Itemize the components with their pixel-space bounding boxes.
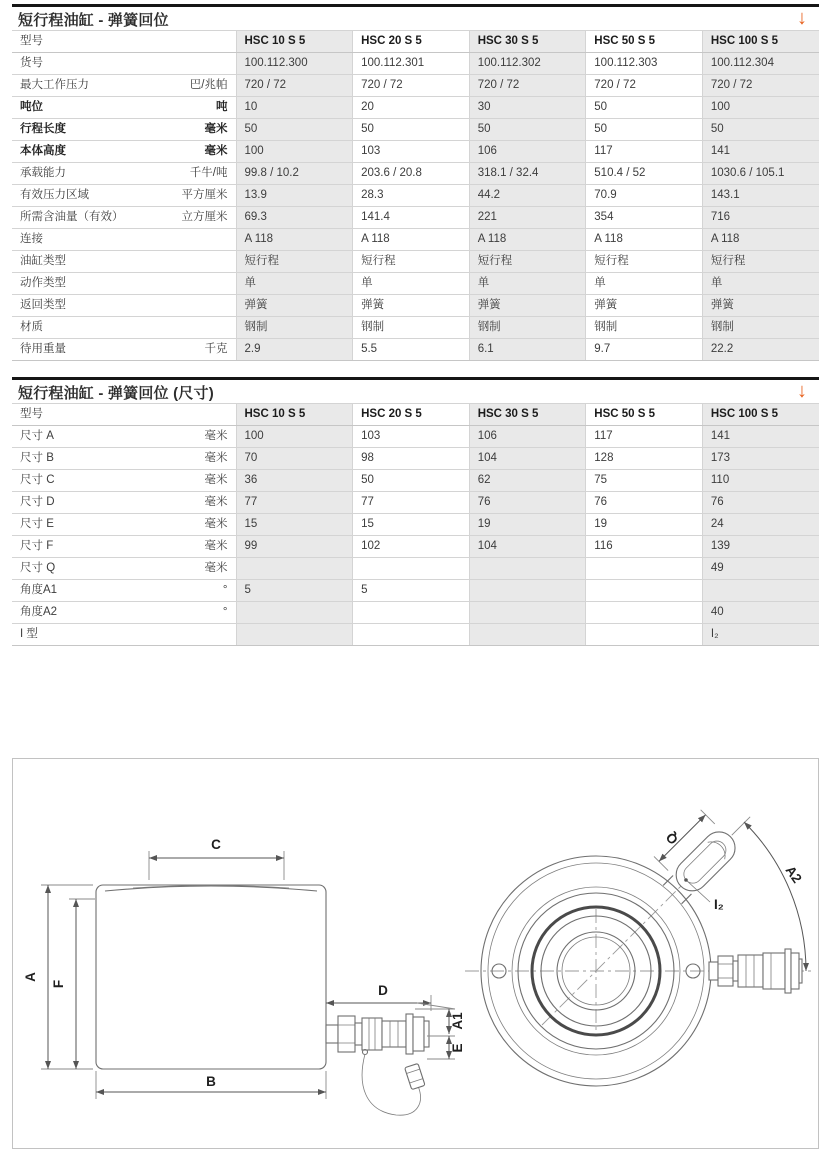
table-row	[12, 470, 819, 492]
row-label-cell	[12, 119, 236, 141]
spec-cell: 203.6 / 20.8	[353, 163, 470, 185]
table-row	[12, 295, 819, 317]
spec-cell: 143.1	[702, 185, 819, 207]
row-label-cell	[12, 251, 236, 273]
spec-cell: 100.112.302	[469, 53, 586, 75]
spec-cell: 15	[353, 514, 470, 536]
row-label-cell	[12, 426, 236, 448]
row-label-cell	[12, 448, 236, 470]
spec-cell: 13.9	[236, 185, 353, 207]
dimensions-table	[12, 403, 819, 646]
row-label-cell	[12, 229, 236, 251]
spec-cell: 221	[469, 207, 586, 229]
spec-cell	[353, 624, 470, 646]
spec-cell	[586, 580, 703, 602]
spec-cell: 短行程	[469, 251, 586, 273]
dim-label-d: D	[378, 983, 388, 998]
row-label: 尺寸 Q	[20, 562, 56, 574]
header-row	[12, 31, 819, 53]
row-label: 最大工作压力	[20, 79, 89, 91]
spec-cell: 钢制	[702, 317, 819, 339]
table2-title-bar	[12, 377, 819, 403]
carry-handle	[640, 785, 761, 906]
spec-cell: 单	[236, 273, 353, 295]
row-unit: 立方厘米	[181, 211, 228, 223]
spec-cell: I₂	[702, 624, 819, 646]
spec-cell: 50	[353, 470, 470, 492]
row-label-cell	[12, 492, 236, 514]
spec-cell: 50	[586, 97, 703, 119]
spec-cell: 141	[702, 426, 819, 448]
row-label: 尺寸 D	[20, 496, 55, 508]
spec-cell: 钢制	[469, 317, 586, 339]
cylinder-dimension-drawing	[13, 759, 818, 1148]
table-row	[12, 97, 819, 119]
spec-cell: 128	[586, 448, 703, 470]
spec-cell: 99	[236, 536, 353, 558]
row-unit: 毫米	[204, 145, 228, 157]
spec-cell: 弹簧	[353, 295, 470, 317]
row-unit: 吨	[216, 101, 228, 113]
row-unit: 千牛/吨	[189, 167, 228, 179]
row-unit: 毫米	[204, 452, 228, 464]
dim-label-i2: I₂	[714, 897, 724, 912]
table-row	[12, 624, 819, 646]
row-label: 角度A1	[20, 584, 58, 596]
row-label: 动作类型	[20, 277, 66, 289]
spec-cell: 141.4	[353, 207, 470, 229]
side-view	[23, 837, 465, 1115]
spec-cell: 弹簧	[236, 295, 353, 317]
spec-cell: 36	[236, 470, 353, 492]
row-unit: 毫米	[204, 518, 228, 530]
row-unit: 千克	[204, 343, 228, 355]
table-row	[12, 141, 819, 163]
side-coupler	[326, 1014, 429, 1054]
row-label: 油缸类型	[20, 255, 66, 267]
spec-cell: 钢制	[586, 317, 703, 339]
row-unit: 巴/兆帕	[189, 79, 228, 91]
row-unit	[220, 255, 228, 268]
dim-label-q: Q	[662, 829, 682, 848]
row-unit: 毫米	[204, 123, 228, 135]
column-header: HSC 50 S 5	[586, 404, 703, 426]
spec-cell: 22.2	[702, 339, 819, 361]
spec-cell: 103	[353, 426, 470, 448]
spec-cell: 50	[702, 119, 819, 141]
spec-cell: 短行程	[353, 251, 470, 273]
row-unit	[220, 321, 228, 334]
column-header: HSC 20 S 5	[353, 404, 470, 426]
spec-cell: 2.9	[236, 339, 353, 361]
spec-cell: 354	[586, 207, 703, 229]
row-label-cell	[12, 207, 236, 229]
header-row	[12, 404, 819, 426]
row-label-cell	[12, 602, 236, 624]
spec-cell: 50	[236, 119, 353, 141]
table-row	[12, 492, 819, 514]
model-header: 型号	[12, 404, 236, 426]
spec-cell: 116	[586, 536, 703, 558]
spec-cell	[236, 624, 353, 646]
spec-cell: 720 / 72	[586, 75, 703, 97]
spec-cell: 1030.6 / 105.1	[702, 163, 819, 185]
spec-cell: 110	[702, 470, 819, 492]
spec-cell: 720 / 72	[236, 75, 353, 97]
spec-cell: 100.112.303	[586, 53, 703, 75]
spec-cell: 117	[586, 141, 703, 163]
table-row	[12, 251, 819, 273]
top-view	[465, 785, 813, 1086]
spec-cell: 98	[353, 448, 470, 470]
spec-cell: 318.1 / 32.4	[469, 163, 586, 185]
row-unit: 毫米	[204, 430, 228, 442]
spec-cell	[236, 558, 353, 580]
spec-cell: 50	[353, 119, 470, 141]
table-row	[12, 273, 819, 295]
spec-cell: 720 / 72	[353, 75, 470, 97]
spec-cell	[353, 602, 470, 624]
spacer	[12, 646, 819, 758]
spacer	[12, 361, 819, 377]
spec-cell: A 118	[353, 229, 470, 251]
dim-label-e: E	[450, 1043, 465, 1053]
spec-cell: 720 / 72	[702, 75, 819, 97]
row-unit: 毫米	[204, 562, 228, 574]
spec-cell: 50	[586, 119, 703, 141]
table-row	[12, 163, 819, 185]
row-label: 尺寸 B	[20, 452, 54, 464]
column-header: HSC 100 S 5	[702, 404, 819, 426]
spec-cell: 弹簧	[469, 295, 586, 317]
row-label: 材质	[20, 321, 43, 333]
spec-cell: 19	[586, 514, 703, 536]
row-label: 返回类型	[20, 299, 66, 311]
row-label: I 型	[20, 628, 38, 640]
table-row	[12, 558, 819, 580]
row-label-cell	[12, 163, 236, 185]
dimensions-table-block	[12, 377, 819, 646]
row-unit	[220, 277, 228, 290]
spec-cell: 100	[702, 97, 819, 119]
spec-cell: 短行程	[236, 251, 353, 273]
spec-cell: 117	[586, 426, 703, 448]
spec-cell: 720 / 72	[469, 75, 586, 97]
dim-label-c: C	[211, 837, 221, 852]
spec-cell: 单	[702, 273, 819, 295]
spec-table-block	[12, 4, 819, 361]
column-header: HSC 10 S 5	[236, 404, 353, 426]
spec-cell: 5	[236, 580, 353, 602]
spec-table	[12, 30, 819, 361]
spec-cell: 77	[353, 492, 470, 514]
row-unit: °	[222, 584, 228, 596]
row-label: 连接	[20, 233, 43, 245]
row-label: 所需含油量（有效）	[20, 211, 124, 223]
spec-cell: 69.3	[236, 207, 353, 229]
spec-cell: 716	[702, 207, 819, 229]
row-label: 承载能力	[20, 167, 66, 179]
spec-cell	[469, 602, 586, 624]
spec-cell: 173	[702, 448, 819, 470]
row-unit	[220, 57, 228, 70]
spec-cell: 钢制	[353, 317, 470, 339]
row-unit	[220, 628, 228, 641]
spec-cell: 70.9	[586, 185, 703, 207]
spec-cell: 短行程	[702, 251, 819, 273]
spec-cell: 103	[353, 141, 470, 163]
download-arrow-icon[interactable]: ↓	[797, 380, 807, 402]
row-label-cell	[12, 339, 236, 361]
table-row	[12, 339, 819, 361]
spec-cell: 9.7	[586, 339, 703, 361]
spec-cell: 19	[469, 514, 586, 536]
spec-cell: A 118	[469, 229, 586, 251]
row-label-cell	[12, 141, 236, 163]
spec-cell: 70	[236, 448, 353, 470]
column-header: HSC 10 S 5	[236, 31, 353, 53]
row-label-cell	[12, 558, 236, 580]
column-header: HSC 30 S 5	[469, 31, 586, 53]
spec-cell	[586, 558, 703, 580]
spec-cell: 100.112.301	[353, 53, 470, 75]
spec-cell: 510.4 / 52	[586, 163, 703, 185]
table-row	[12, 580, 819, 602]
spec-cell: A 118	[586, 229, 703, 251]
spec-cell: 76	[469, 492, 586, 514]
table2-title: 短行程油缸 - 弹簧回位 (尺寸)	[18, 384, 214, 402]
column-header: HSC 20 S 5	[353, 31, 470, 53]
spec-cell: 40	[702, 602, 819, 624]
spec-cell: 50	[469, 119, 586, 141]
table-row	[12, 448, 819, 470]
spec-cell: 139	[702, 536, 819, 558]
spec-cell: 弹簧	[702, 295, 819, 317]
table-row	[12, 185, 819, 207]
spec-cell	[236, 602, 353, 624]
row-label-cell	[12, 185, 236, 207]
table-row	[12, 426, 819, 448]
spec-cell: 15	[236, 514, 353, 536]
top-coupler	[709, 949, 802, 993]
table-row	[12, 53, 819, 75]
spec-cell: 102	[353, 536, 470, 558]
row-label-cell	[12, 317, 236, 339]
row-label-cell	[12, 624, 236, 646]
column-header: HSC 30 S 5	[469, 404, 586, 426]
table1-title-bar	[12, 4, 819, 30]
spec-cell: 104	[469, 448, 586, 470]
table-row	[12, 229, 819, 251]
spec-cell: 单	[586, 273, 703, 295]
technical-drawing-panel	[12, 758, 819, 1149]
dim-label-a1: A1	[450, 1012, 465, 1030]
spec-cell: 6.1	[469, 339, 586, 361]
table1-title: 短行程油缸 - 弹簧回位	[18, 11, 169, 29]
spec-cell: 76	[702, 492, 819, 514]
spec-cell: 24	[702, 514, 819, 536]
table-row	[12, 75, 819, 97]
row-label: 行程长度	[20, 123, 66, 135]
row-unit: 毫米	[204, 474, 228, 486]
table-row	[12, 514, 819, 536]
spec-cell: 141	[702, 141, 819, 163]
row-label: 尺寸 E	[20, 518, 54, 530]
spec-cell: 5.5	[353, 339, 470, 361]
table-row	[12, 317, 819, 339]
spec-cell: 104	[469, 536, 586, 558]
spec-cell: 62	[469, 470, 586, 492]
spec-cell: 钢制	[236, 317, 353, 339]
spec-cell: 75	[586, 470, 703, 492]
column-header: HSC 100 S 5	[702, 31, 819, 53]
table-row	[12, 119, 819, 141]
spec-cell: 单	[353, 273, 470, 295]
spec-cell: A 118	[236, 229, 353, 251]
row-label: 角度A2	[20, 606, 58, 618]
model-header: 型号	[12, 31, 236, 53]
spec-cell	[702, 580, 819, 602]
spec-cell: 106	[469, 141, 586, 163]
row-unit	[220, 233, 228, 246]
row-unit: °	[222, 606, 228, 618]
dim-label-a2: A2	[782, 863, 805, 886]
spec-cell	[469, 580, 586, 602]
table-row	[12, 207, 819, 229]
spec-cell: 100.112.300	[236, 53, 353, 75]
row-unit: 毫米	[204, 496, 228, 508]
dim-label-a: A	[23, 972, 38, 982]
spec-cell: 5	[353, 580, 470, 602]
spec-cell: 20	[353, 97, 470, 119]
dim-label-f: F	[51, 979, 66, 989]
spec-cell: 100.112.304	[702, 53, 819, 75]
table-row	[12, 602, 819, 624]
spec-cell: 106	[469, 426, 586, 448]
row-label-cell	[12, 53, 236, 75]
dust-cap	[362, 1050, 425, 1116]
spec-cell	[469, 624, 586, 646]
spec-cell	[586, 602, 703, 624]
spec-cell	[469, 558, 586, 580]
spec-cell: 弹簧	[586, 295, 703, 317]
spec-cell: 77	[236, 492, 353, 514]
row-unit: 平方厘米	[181, 189, 228, 201]
spec-cell: A 118	[702, 229, 819, 251]
spec-cell: 44.2	[469, 185, 586, 207]
row-label: 有效压力区域	[20, 189, 89, 201]
row-label-cell	[12, 295, 236, 317]
spec-cell	[586, 624, 703, 646]
row-label-cell	[12, 536, 236, 558]
row-label-cell	[12, 470, 236, 492]
row-label: 待用重量	[20, 343, 66, 355]
spec-cell: 28.3	[353, 185, 470, 207]
row-label: 尺寸 A	[20, 430, 54, 442]
table-row	[12, 536, 819, 558]
spec-cell: 99.8 / 10.2	[236, 163, 353, 185]
spec-cell: 49	[702, 558, 819, 580]
row-label: 尺寸 C	[20, 474, 55, 486]
column-header: HSC 50 S 5	[586, 31, 703, 53]
row-label: 吨位	[20, 101, 43, 113]
spec-cell: 短行程	[586, 251, 703, 273]
spec-cell: 单	[469, 273, 586, 295]
row-unit	[220, 299, 228, 312]
row-label-cell	[12, 514, 236, 536]
spec-cell: 76	[586, 492, 703, 514]
row-label-cell	[12, 580, 236, 602]
spec-cell: 10	[236, 97, 353, 119]
row-label-cell	[12, 97, 236, 119]
dim-label-b: B	[206, 1074, 216, 1089]
download-arrow-icon[interactable]: ↓	[797, 7, 807, 29]
row-label: 货号	[20, 57, 43, 69]
spec-cell: 30	[469, 97, 586, 119]
row-label: 尺寸 F	[20, 540, 54, 552]
row-label-cell	[12, 273, 236, 295]
spec-cell	[353, 558, 470, 580]
spec-cell: 100	[236, 426, 353, 448]
row-unit: 毫米	[204, 540, 228, 552]
row-label-cell	[12, 75, 236, 97]
row-label: 本体高度	[20, 145, 66, 157]
spec-cell: 100	[236, 141, 353, 163]
